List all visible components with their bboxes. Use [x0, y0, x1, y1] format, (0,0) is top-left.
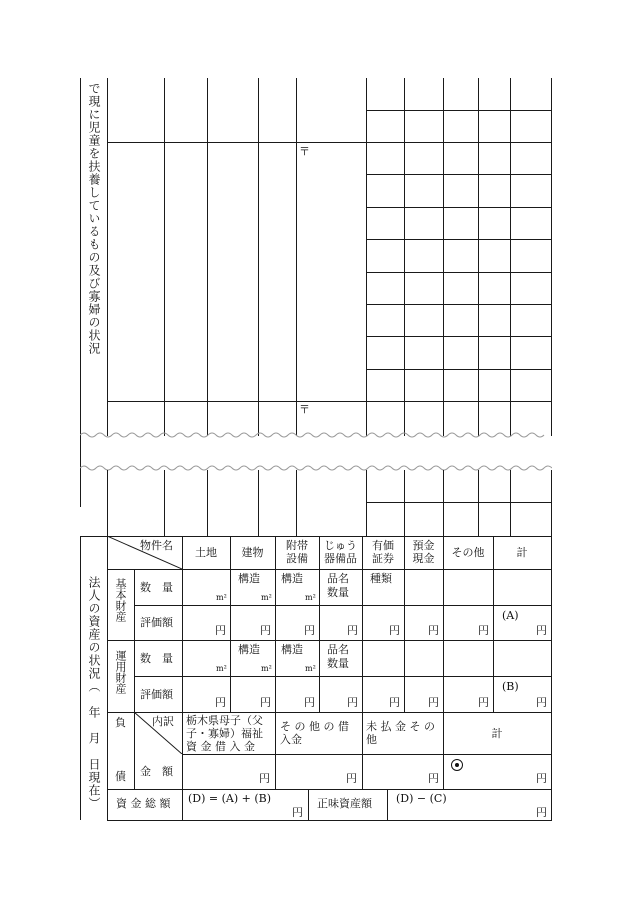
debt-other-loan-line-2: 入金 [280, 733, 302, 746]
basic-securities-kind: 種類 [370, 572, 392, 585]
header-equipment-2: 設備 [286, 552, 308, 565]
operating-equipment-sqm: m² [305, 664, 316, 673]
break-line-top [80, 428, 552, 442]
operating-total-yen: 円 [536, 696, 547, 709]
basic-value-yen-7: 円 [478, 624, 489, 637]
basic-group-label: 基本財産 [114, 578, 127, 622]
basic-quantity-label: 数 量 [140, 581, 173, 594]
operating-value-yen-2: 円 [260, 696, 271, 709]
operating-value-yen-3: 円 [304, 696, 315, 709]
total-assets-label: 資 金 総 額 [116, 797, 171, 810]
basic-value-yen-3: 円 [304, 624, 315, 637]
basic-value-yen-2: 円 [260, 624, 271, 637]
total-assets-formula: (D) = (A) + (B) [188, 792, 272, 805]
debt-unpaid-line-2: 他 [366, 733, 377, 746]
header-fixtures-2: 器備品 [324, 552, 357, 565]
asset-side-label: 法人の資産の状況（ 年 月 日現在） [87, 576, 101, 810]
operating-value-yen-7: 円 [478, 696, 489, 709]
header-land: 土地 [195, 546, 217, 559]
operating-building-sqm: m² [261, 664, 272, 673]
operating-total-mark: (B) [502, 680, 519, 693]
total-assets-yen: 円 [292, 806, 303, 819]
operating-quantity-label: 数 量 [140, 652, 173, 665]
operating-equipment-structure: 構造 [281, 643, 303, 656]
debt-loan-line-1: 栃木県母子（父 [186, 714, 263, 727]
break-line-bottom [80, 461, 552, 475]
debt-loan-line-2: 子・寡婦）福祉 [186, 727, 263, 740]
debt-char-1: 負 [115, 716, 126, 729]
basic-total-yen: 円 [536, 624, 547, 637]
header-equipment-1: 附帯 [286, 539, 308, 552]
net-assets-formula: (D) − (C) [396, 792, 447, 805]
basic-product-quantity: 数量 [327, 586, 349, 599]
debt-other-loan-line-1: そ の 他 の 借 [280, 720, 349, 733]
debt-loan-yen: 円 [259, 772, 270, 785]
header-deposits-2: 現金 [412, 552, 435, 565]
header-securities-1: 有価 [372, 539, 394, 552]
header-item-name: 物件名 [140, 539, 173, 552]
operating-value-yen-1: 円 [215, 696, 226, 709]
operating-building-structure: 構造 [238, 643, 260, 656]
basic-value-yen-4: 円 [347, 624, 358, 637]
debt-loan-line-3: 資 金 借 入 金 [186, 740, 255, 753]
basic-product-name: 品名 [327, 572, 349, 585]
operating-value-yen-6: 円 [428, 696, 439, 709]
debt-char-2: 債 [115, 770, 126, 783]
header-fixtures-1: じゅう [324, 539, 357, 552]
debt-total-circle-mark [451, 759, 463, 771]
operating-land-sqm: m² [216, 664, 227, 673]
header-deposits-1: 預金 [412, 539, 435, 552]
basic-land-sqm: m² [216, 593, 227, 602]
debt-total-yen: 円 [536, 772, 547, 785]
basic-total-mark: (A) [502, 609, 519, 622]
operating-product-quantity: 数量 [327, 657, 349, 670]
basic-value-label: 評価額 [140, 616, 173, 629]
postal-mark-1: 〒 [299, 145, 310, 158]
debt-other-loan-yen: 円 [346, 772, 357, 785]
debt-breakdown-label: 内訳 [152, 715, 174, 728]
basic-equipment-sqm: m² [305, 593, 316, 602]
debt-unpaid-line-1: 未 払 金 そ の [366, 720, 435, 733]
header-securities-2: 証券 [372, 552, 394, 565]
upper-side-label: で現に児童を扶養しているもの及び寡婦の状況 [87, 82, 101, 355]
net-assets-yen: 円 [536, 806, 547, 819]
header-building: 建物 [241, 546, 264, 559]
basic-value-yen-1: 円 [215, 624, 226, 637]
operating-group-label: 運用財産 [114, 650, 127, 694]
basic-value-yen-6: 円 [428, 624, 439, 637]
header-total: 計 [516, 546, 528, 559]
basic-building-structure: 構造 [238, 572, 260, 585]
operating-value-label: 評価額 [140, 688, 173, 701]
operating-value-yen-4: 円 [347, 696, 358, 709]
header-other: その他 [451, 546, 485, 559]
operating-product-name: 品名 [327, 643, 349, 656]
operating-value-yen-5: 円 [389, 696, 400, 709]
postal-mark-2: 〒 [299, 403, 310, 416]
debt-amount-label: 金 額 [140, 765, 173, 778]
basic-equipment-structure: 構造 [281, 572, 303, 585]
debt-unpaid-yen: 円 [428, 772, 439, 785]
basic-value-yen-5: 円 [389, 624, 400, 637]
net-assets-label: 正味資産額 [317, 797, 372, 810]
basic-building-sqm: m² [261, 593, 272, 602]
debt-total-label: 計 [491, 727, 503, 740]
